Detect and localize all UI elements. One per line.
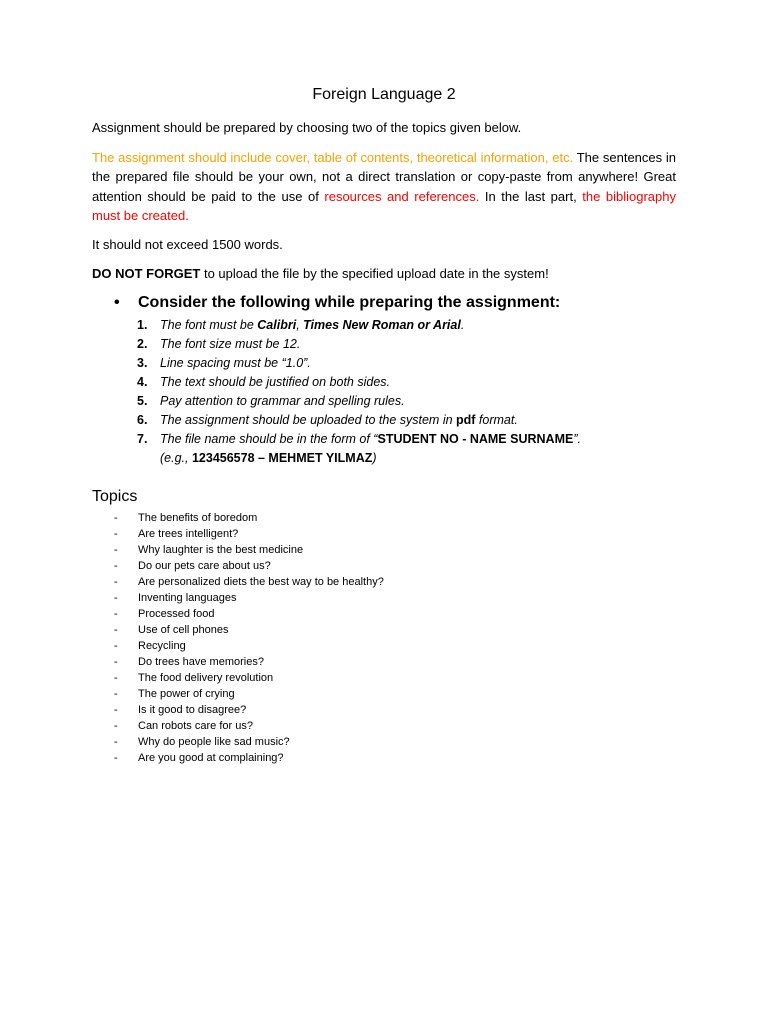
highlight-orange-text: The assignment should include cover, table of contents, theoretical information, etc. — [92, 149, 574, 165]
document-title: Foreign Language 2 — [312, 86, 456, 103]
topic-item — [92, 750, 676, 766]
rule-number: 2. — [137, 336, 148, 351]
dash-icon: - — [114, 543, 118, 556]
rule-text: The font must be — [160, 317, 258, 332]
topic-text: The food delivery revolution — [138, 671, 274, 684]
word-limit-paragraph: It should not exceed 1500 words. — [92, 236, 283, 252]
topic-item — [92, 638, 676, 654]
dash-icon: - — [114, 639, 118, 652]
dash-icon: - — [114, 591, 118, 604]
rule-item — [92, 430, 676, 449]
rule-number: 5. — [137, 393, 148, 408]
rule-text: The assignment should be uploaded to the system in — [160, 412, 457, 427]
dash-icon: - — [114, 559, 118, 572]
example-text: ) — [372, 450, 377, 465]
rule-text: The file name should be in the form of “ — [160, 431, 378, 446]
topic-item — [92, 510, 676, 526]
highlight-red-text-2: the bibliography must be created. — [92, 188, 676, 223]
rule-text: . — [460, 317, 465, 332]
example-text: (e.g., — [160, 450, 192, 465]
rule-number: 7. — [137, 431, 148, 446]
dash-icon: - — [114, 575, 118, 588]
example-bold-text: 123456578 – MEHMET YILMAZ — [191, 450, 373, 465]
dash-icon: - — [114, 687, 118, 700]
rule-number: 4. — [137, 374, 148, 389]
rule-bold-text: STUDENT NO - NAME SURNAME — [377, 431, 574, 446]
topic-item — [92, 590, 676, 606]
topic-item — [92, 622, 676, 638]
topic-item — [92, 734, 676, 750]
topic-text: Are you good at complaining? — [138, 751, 284, 764]
dash-icon: - — [114, 719, 118, 732]
rule-bold-text: Calibri — [257, 317, 297, 332]
file-name-example — [92, 449, 676, 468]
considerations-heading — [92, 292, 676, 314]
topic-item — [92, 606, 676, 622]
dash-icon: - — [114, 751, 118, 764]
rule-bold-text: pdf — [456, 412, 476, 427]
rule-text: The font size must be 12. — [160, 336, 301, 351]
instructions-text-3: In the last part, — [479, 188, 583, 204]
topic-text: Are trees intelligent? — [138, 527, 239, 540]
topic-item — [92, 702, 676, 718]
topic-text: Are personalized diets the best way to be healthy? — [138, 575, 384, 588]
dash-icon: - — [114, 623, 118, 636]
topic-text: Use of cell phones — [138, 623, 229, 636]
instructions-text-2: The sentences in the prepared file should be your own, not a direct translation or copy-paste from anywhere! Great attention should be paid to the use of — [92, 149, 676, 204]
reminder-text: to upload the file by the specified upload date in the system! — [200, 266, 549, 281]
intro-paragraph: Assignment should be prepared by choosing two of the topics given below. — [92, 120, 522, 135]
considerations-heading-text: Consider the following while preparing the assignment: — [138, 293, 561, 311]
topic-text: The benefits of boredom — [138, 511, 258, 524]
bullet-icon: • — [114, 293, 120, 311]
dash-icon: - — [114, 655, 118, 668]
rule-bold-text: Times New Roman or Arial — [303, 317, 461, 332]
topic-item — [92, 670, 676, 686]
rule-item — [92, 335, 676, 354]
topic-item — [92, 718, 676, 734]
dash-icon: - — [114, 735, 118, 748]
rule-number: 1. — [137, 317, 148, 332]
rule-item — [92, 373, 676, 392]
topic-text: Can robots care for us? — [138, 719, 253, 732]
rule-text: ”. — [573, 431, 581, 446]
topic-text: Why laughter is the best medicine — [138, 543, 304, 556]
document-page — [92, 84, 676, 766]
topics-heading: Topics — [92, 487, 138, 505]
topic-item — [92, 574, 676, 590]
rule-text: format. — [475, 412, 518, 427]
rules-list — [92, 316, 676, 449]
dash-icon: - — [114, 703, 118, 716]
rule-text: The text should be justified on both sides. — [160, 374, 391, 389]
topic-text: Recycling — [138, 639, 186, 652]
dash-icon: - — [114, 607, 118, 620]
topics-list — [92, 510, 676, 766]
topic-text: Inventing languages — [138, 591, 237, 604]
rule-text: , — [296, 317, 304, 332]
topic-text: Is it good to disagree? — [138, 703, 247, 716]
rule-number: 6. — [137, 412, 148, 427]
highlight-red-text-1: resources and references. — [324, 188, 480, 204]
rule-item — [92, 354, 676, 373]
topic-item — [92, 654, 676, 670]
dash-icon: - — [114, 527, 118, 540]
rule-item — [92, 316, 676, 335]
rule-item — [92, 392, 676, 411]
topic-text: Why do people like sad music? — [138, 735, 290, 748]
topic-item — [92, 558, 676, 574]
topic-text: Processed food — [138, 607, 215, 620]
reminder-paragraph — [92, 264, 676, 284]
topic-item — [92, 686, 676, 702]
instructions-paragraph — [92, 148, 676, 226]
topic-text: Do our pets care about us? — [138, 559, 271, 572]
rule-text: Pay attention to grammar and spelling rules. — [160, 393, 405, 408]
reminder-bold: DO NOT FORGET — [92, 266, 201, 281]
topic-item — [92, 542, 676, 558]
dash-icon: - — [114, 511, 118, 524]
dash-icon: - — [114, 671, 118, 684]
topic-item — [92, 526, 676, 542]
rule-item — [92, 411, 676, 430]
topic-text: Do trees have memories? — [138, 655, 264, 668]
rule-number: 3. — [137, 355, 148, 370]
topic-text: The power of crying — [138, 687, 235, 700]
rule-text: Line spacing must be “1.0”. — [160, 355, 311, 370]
